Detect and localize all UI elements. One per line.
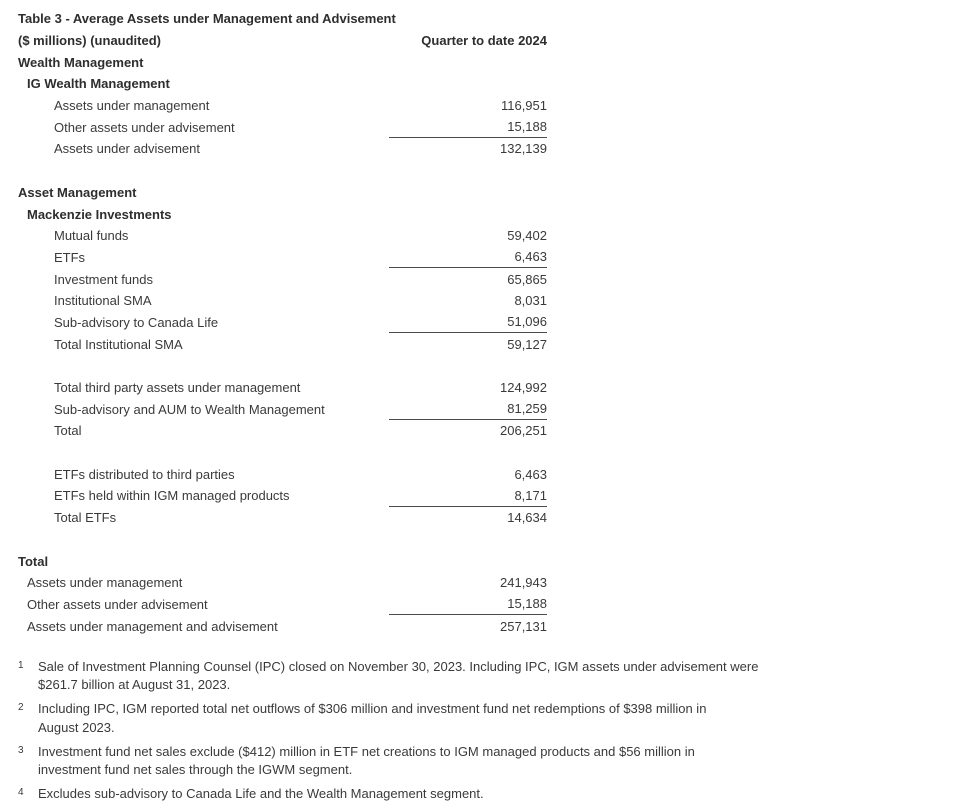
row-label: Assets under advisement [54,141,200,157]
footnote [18,743,948,780]
row-value: 15,188 [389,594,547,616]
footnote-line: $261.7 billion at August 31, 2023. [38,677,231,693]
row-label: Other assets under advisement [27,596,208,612]
row-label: Assets under management [27,575,183,591]
footnote-line: Including IPC, IGM reported total net outflows of $306 million and investment fund net redemptions of $398 million in [38,701,707,717]
table-row [18,290,547,312]
row-label: Total [18,553,49,569]
row-label: Sub-advisory to Canada Life [54,314,219,330]
units-label: ($ millions) (unaudited) [18,33,161,49]
row-label: ETFs held within IGM managed products [54,488,290,504]
table-row [18,51,547,73]
table-row [18,572,547,594]
table-row [18,485,547,507]
row-value: 8,171 [389,485,547,507]
spacer-row [18,355,547,377]
row-label: ETFs [54,249,86,265]
table-row [18,225,547,247]
table-header-row [18,30,547,52]
footnote-number: 2 [18,702,24,714]
table-body [18,51,964,637]
footnote-number: 4 [18,787,24,799]
row-value: 124,992 [500,380,547,396]
row-value: 59,402 [507,228,547,244]
table-row [18,594,547,616]
row-label: Total third party assets under management [54,380,301,396]
row-value: 132,139 [500,141,547,157]
row-label: Assets under management [54,98,210,114]
spacer-row [18,160,547,182]
row-label: Institutional SMA [54,293,152,309]
row-value: 6,463 [514,466,547,482]
row-value: 65,865 [507,271,547,287]
footnote [18,658,948,695]
table-row [18,312,547,334]
table-row [18,550,547,572]
spacer-row [18,529,547,551]
table-row [18,377,547,399]
row-value: 8,031 [514,293,547,309]
row-value: 206,251 [500,423,547,439]
row-label: Total ETFs [54,510,117,526]
footnote [18,785,948,804]
row-label: Mutual funds [54,228,129,244]
row-value: 59,127 [507,336,547,352]
row-label: ETFs distributed to third parties [54,466,235,482]
table-row [18,398,547,420]
table-row [18,333,547,355]
footnote-number: 3 [18,744,24,756]
row-label: Wealth Management [18,54,144,70]
footnote-line: Sale of Investment Planning Counsel (IPC) closed on November 30, 2023. Including IPC, IGM assets under advisement were [38,658,759,674]
row-label: Total Institutional SMA [54,336,183,352]
spacer-row [18,442,547,464]
period-column-header: Quarter to date 2024 [421,33,547,49]
row-label: IG Wealth Management [27,76,170,92]
table-row [18,420,547,442]
row-label: Sub-advisory and AUM to Wealth Management [54,401,325,417]
table-row [18,203,547,225]
table-row [18,138,547,160]
footnote-line: August 2023. [38,719,115,735]
table-row [18,615,547,637]
footnotes-section [18,658,948,804]
footnote-number: 1 [18,659,24,671]
table-title-row [18,8,547,30]
table-row [18,95,547,117]
footnote-line: investment fund net sales through the IGWM segment. [38,762,353,778]
row-value: 116,951 [500,98,547,114]
table-row [18,247,547,269]
row-value: 51,096 [389,312,547,334]
table-row [18,73,547,95]
row-value: 241,943 [500,575,547,591]
row-label: Asset Management [18,184,137,200]
row-value: 6,463 [389,247,547,269]
row-label: Assets under management and advisement [27,618,278,634]
row-label: Other assets under advisement [54,119,235,135]
row-label: Mackenzie Investments [27,206,172,222]
row-label: Total [54,423,82,439]
table-row [18,182,547,204]
footnote-line: Investment fund net sales exclude ($412) million in ETF net creations to IGM managed products and $56 million in [38,743,695,759]
row-value: 15,188 [389,116,547,138]
footnote-line: Excludes sub-advisory to Canada Life and the Wealth Management segment. [38,786,484,802]
row-value: 14,634 [507,510,547,526]
table-row [18,463,547,485]
row-value: 81,259 [389,398,547,420]
table-row [18,507,547,529]
footnote [18,700,948,737]
row-label: Investment funds [54,271,153,287]
table-row [18,268,547,290]
row-value: 257,131 [500,618,547,634]
table-row [18,116,547,138]
table-title: Table 3 - Average Assets under Management and Advisement [18,11,396,27]
